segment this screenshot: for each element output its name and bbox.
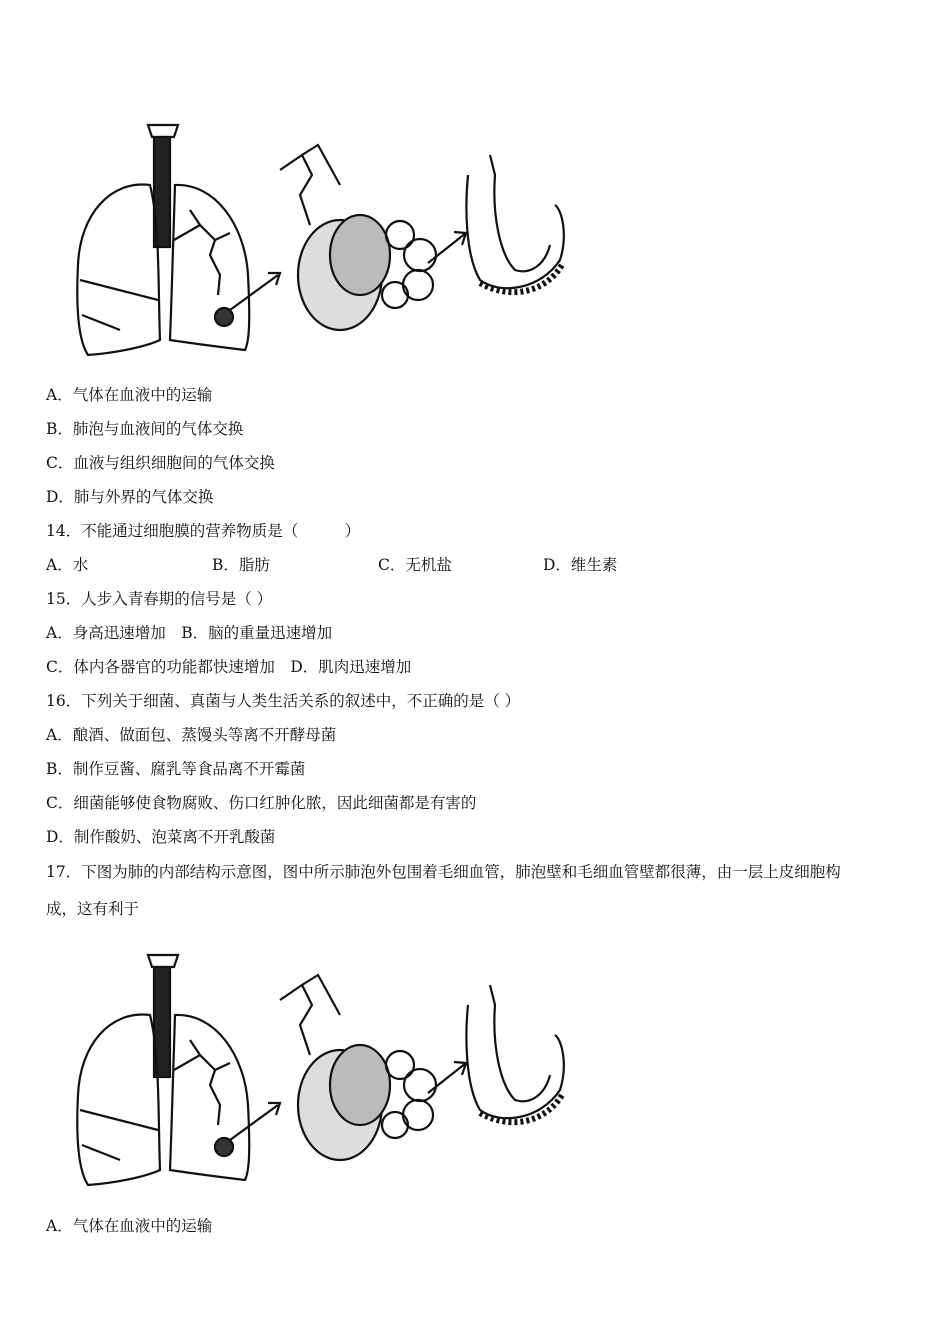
q15-stem: 15．人步入青春期的信号是（ ）: [46, 590, 273, 608]
q13-option-b: B．肺泡与血液间的气体交换: [46, 420, 244, 438]
lung-diagram: [40, 945, 580, 1195]
lung-structure-figure-1: [40, 115, 580, 365]
q16-option-c: C．细菌能够使食物腐败、伤口红肿化脓，因此细菌都是有害的: [46, 794, 477, 812]
q13-option-d: D．肺与外界的气体交换: [46, 488, 214, 506]
q13-option-a: A．气体在血液中的运输: [46, 386, 213, 404]
q14-stem: 14．不能通过细胞膜的营养物质是（ ）: [46, 522, 361, 540]
q14-option-d: D．维生素: [543, 556, 618, 574]
q17-stem-line1: 17．下图为肺的内部结构示意图，图中所示肺泡外包围着毛细血管，肺泡壁和毛细血管壁都很薄，由一层上皮细胞构: [46, 863, 841, 881]
q17-option-a: A．气体在血液中的运输: [46, 1217, 213, 1235]
lung-structure-figure-2: [40, 945, 580, 1195]
lung-diagram: [40, 115, 580, 365]
q16-stem: 16．下列关于细菌、真菌与人类生活关系的叙述中，不正确的是（ ）: [46, 692, 521, 710]
q14-option-b: B．脂肪: [212, 556, 270, 574]
q15-options-cd: C．体内各器官的功能都快速增加 D．肌肉迅速增加: [46, 658, 412, 676]
q17-stem-line2: 成，这有利于: [46, 900, 140, 918]
q16-option-b: B．制作豆酱、腐乳等食品离不开霉菌: [46, 760, 306, 778]
q14-option-a: A．水: [46, 556, 89, 574]
q13-option-c: C．血液与组织细胞间的气体交换: [46, 454, 275, 472]
q14-option-c: C．无机盐: [378, 556, 452, 574]
q16-option-d: D．制作酸奶、泡菜离不开乳酸菌: [46, 828, 276, 846]
q15-options-ab: A．身高迅速增加 B．脑的重量迅速增加: [46, 624, 333, 642]
q16-option-a: A．酿酒、做面包、蒸馒头等离不开酵母菌: [46, 726, 337, 744]
